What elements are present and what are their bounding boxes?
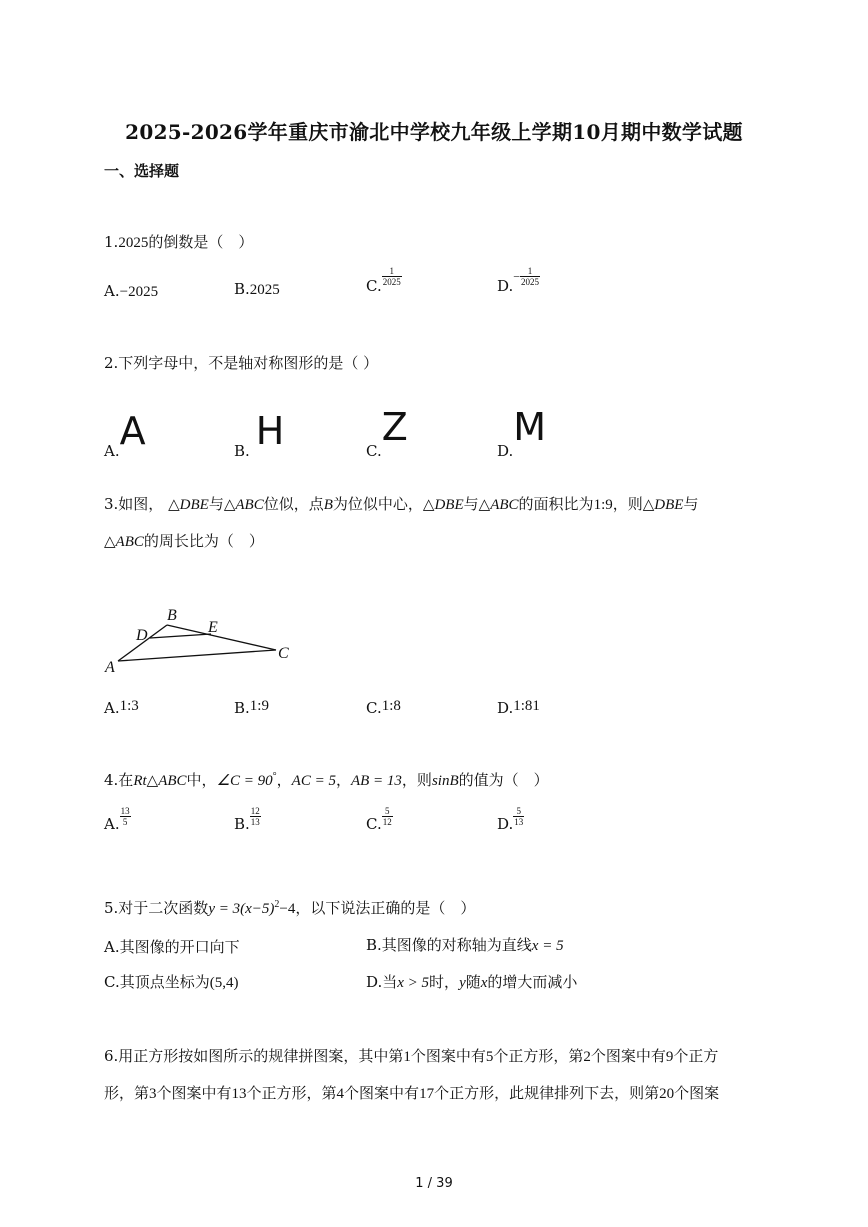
option-label: D. xyxy=(497,442,514,460)
option-label: A. xyxy=(104,814,120,833)
option-label: C. xyxy=(366,814,382,833)
segment-ac xyxy=(118,650,276,661)
q1-prefix: 1. xyxy=(104,233,119,251)
q3-option-c xyxy=(366,699,401,718)
option-label: B. xyxy=(234,814,250,833)
triangle-symbol: △ xyxy=(168,495,180,513)
fraction: $\frac{5}{13}$ xyxy=(514,806,524,827)
fraction: $\frac{1}{2025}$ xyxy=(521,266,540,287)
question-4-stem: 4.在Rt△ABC中，∠C = 90°，AC = 5，AB = 13，则sinB的值为（ ） xyxy=(104,771,549,789)
q1-text: 的倒数是（ ） xyxy=(148,233,254,251)
option-value: 1:9 xyxy=(249,698,269,714)
question-5-stem: 5.对于二次函数$y = 3(x-5)^2-4$，以下说法正确的是（ ） xyxy=(104,899,476,917)
option-value: 1:8 xyxy=(381,698,401,714)
q1-number: 2025 xyxy=(118,235,149,251)
option-value: −2025 xyxy=(119,284,159,300)
label-d: D xyxy=(136,627,148,644)
question-1-stem xyxy=(104,231,253,252)
q2-option-d xyxy=(497,405,547,462)
quadratic-function: y = 3(x−5) xyxy=(208,901,275,917)
letter-image-z: Z xyxy=(381,405,408,449)
fraction: $\frac{5}{12}$ xyxy=(382,806,392,827)
option-label: D. xyxy=(497,699,514,717)
fraction: $\frac{13}{5}$ xyxy=(120,806,130,827)
triangle-symbol: △ xyxy=(422,495,435,513)
q1-option-d xyxy=(497,266,540,295)
segment-bc xyxy=(167,625,276,650)
option-label: B. xyxy=(234,442,250,460)
q2-option-b xyxy=(234,409,285,462)
q5-option-d: D.当x > 5时，y随x的增大而减小 xyxy=(366,973,578,991)
q3-option-a xyxy=(104,699,139,718)
option-value: 2025 xyxy=(249,282,280,298)
q5-option-a: A.其图像的开口向下 xyxy=(104,938,240,956)
q4-option-b xyxy=(234,806,261,833)
q5-option-c: C.其顶点坐标为(5,4) xyxy=(104,973,239,991)
q3-option-d xyxy=(497,699,540,718)
q1-option-a xyxy=(104,282,158,301)
minus-sign: − xyxy=(513,269,521,284)
option-label: D. xyxy=(497,814,514,833)
option-label: A. xyxy=(104,282,120,300)
segment-de xyxy=(150,634,211,638)
label-c: C xyxy=(278,645,289,662)
option-label: A. xyxy=(104,699,120,717)
question-3-stem-line2: △ABC的周长比为（ ） xyxy=(104,532,264,550)
label-a: A xyxy=(105,659,115,676)
question-6-stem-line1: 6.用正方形按如图所示的规律拼图案，其中第1个图案中有5个正方形，第2个图案中有9个正方 xyxy=(104,1047,719,1065)
letter-image-m: M xyxy=(513,405,547,449)
q2-option-c xyxy=(366,405,408,462)
option-value: 1:3 xyxy=(119,698,139,714)
section-heading: 一、选择题 xyxy=(104,162,180,180)
label-e: E xyxy=(208,619,218,636)
triangle-symbol: △ xyxy=(146,771,159,789)
letter-image-h: H xyxy=(255,409,285,453)
option-label: B. xyxy=(234,280,250,298)
option-value: 1:81 xyxy=(513,698,540,714)
triangle-symbol: △ xyxy=(223,495,236,513)
q3-option-b xyxy=(234,699,269,718)
question-6-stem-line2: 形，第3个图案中有13个正方形，第4个图案中有17个正方形，此规律排列下去，则第20个图案 xyxy=(104,1084,720,1102)
triangle-symbol: △ xyxy=(478,495,491,513)
fraction: $\frac{12}{13}$ xyxy=(250,806,260,827)
q1-option-c xyxy=(366,266,402,295)
q4-option-d xyxy=(497,806,524,833)
triangle-symbol: △ xyxy=(104,532,116,550)
option-label: C. xyxy=(366,699,382,717)
q2-option-a xyxy=(104,409,146,462)
option-label: C. xyxy=(366,276,382,295)
q4-option-c xyxy=(366,806,393,833)
question-2-stem: 2.下列字母中，不是轴对称图形的是（ ） xyxy=(104,354,379,372)
q1-option-b xyxy=(234,280,280,299)
question-3-stem-line1: 3.如图， △DBE与△ABC位似，点B为位似中心，△DBE与△ABC的面积比为1:9，则△DBE与 xyxy=(104,495,699,513)
option-label: D. xyxy=(497,276,514,295)
page-number: 1 / 39 xyxy=(415,1176,453,1191)
fraction: $\frac{1}{2025}$ xyxy=(382,266,401,287)
option-label: A. xyxy=(104,442,120,460)
q4-option-a xyxy=(104,806,131,833)
q5-option-b: B.其图像的对称轴为直线x = 5 xyxy=(366,936,564,954)
similar-triangles-figure xyxy=(100,600,300,680)
triangle-symbol: △ xyxy=(642,495,655,513)
option-label: B. xyxy=(234,699,250,717)
letter-image-a: A xyxy=(119,409,146,453)
label-b: B xyxy=(167,607,177,624)
option-label: C. xyxy=(366,442,382,460)
page-title: 2025-2026学年重庆市渝北中学校九年级上学期10月期中数学试题 xyxy=(125,120,743,144)
